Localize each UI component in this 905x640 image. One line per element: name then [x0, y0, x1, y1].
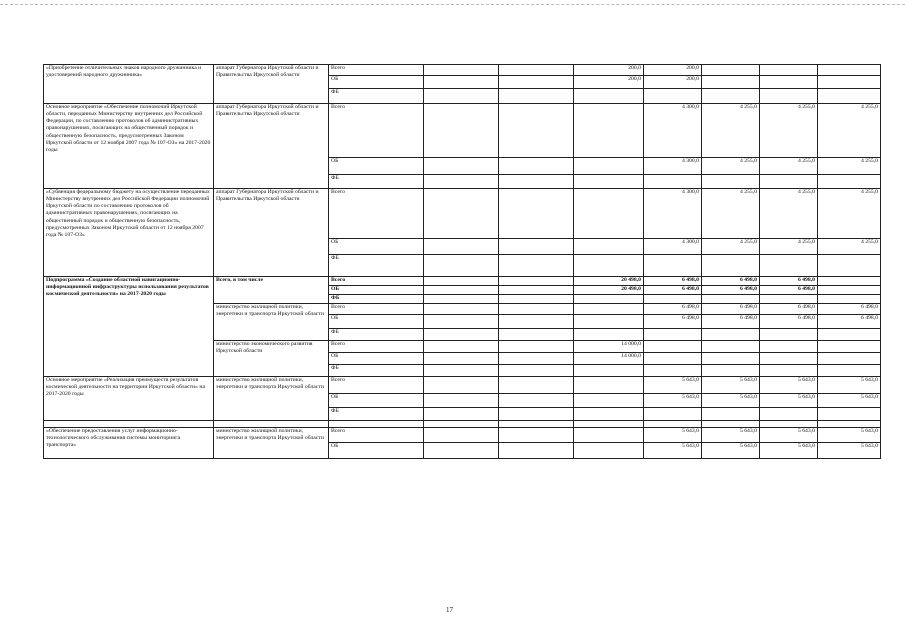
event-name-cell: «Приобретение отличительных знаков народного дружинника и удостоверений народного дружинника» — [44, 65, 214, 104]
value-cell: 5 643,0 — [644, 394, 702, 408]
value-cell: 5 643,0 — [760, 394, 818, 408]
value-cell: 4 255,0 — [702, 239, 760, 255]
source-cell: Всего — [329, 341, 424, 353]
scan-top-edge — [0, 4, 905, 6]
value-cell: 4 255,0 — [760, 239, 818, 255]
source-cell: Всего — [329, 189, 424, 239]
table-row — [44, 189, 881, 239]
executor-cell: Всего, в том числе — [214, 277, 329, 304]
subprogram-name-cell: Подпрограмма «Создание областной навигационно-информационной инфраструктуры использования результатов космической деятельности» на 2017-2020 годы — [44, 277, 214, 377]
value-cell: 4 255,0 — [818, 189, 881, 239]
value-cell: 5 643,0 — [818, 394, 881, 408]
source-cell: ФБ — [329, 175, 424, 189]
value-cell — [574, 428, 644, 443]
source-cell: ОБ — [329, 315, 424, 329]
value-cell: 200,0 — [644, 65, 702, 76]
value-cell: 200,0 — [574, 76, 644, 89]
value-cell — [574, 443, 644, 459]
value-cell: 20 498,0 — [574, 286, 644, 295]
value-cell: 20 498,0 — [574, 277, 644, 286]
value-cell: 5 643,0 — [644, 377, 702, 394]
value-cell — [760, 76, 818, 89]
value-cell: 5 643,0 — [702, 394, 760, 408]
value-cell: 6 498,0 — [644, 277, 702, 286]
value-cell — [702, 65, 760, 76]
value-cell — [574, 158, 644, 175]
source-cell: Всего — [329, 104, 424, 158]
source-cell: ОБ — [329, 158, 424, 175]
source-cell: ОБ — [329, 443, 424, 459]
value-cell: 14 000,0 — [574, 353, 644, 365]
source-cell: Всего — [329, 428, 424, 443]
value-cell — [574, 377, 644, 394]
executor-cell: аппарат Губернатора Иркутской области и Правительства Иркутской области — [214, 65, 329, 104]
value-cell: 5 643,0 — [818, 377, 881, 394]
value-cell: 5 643,0 — [818, 428, 881, 443]
table-row — [44, 65, 881, 76]
table-row — [44, 421, 881, 428]
value-cell: 5 643,0 — [760, 428, 818, 443]
table-row — [44, 104, 881, 158]
source-cell: Всего — [329, 65, 424, 76]
page-number: 17 — [446, 606, 453, 614]
source-cell: Всего — [329, 277, 424, 286]
source-cell: Всего — [329, 304, 424, 315]
value-cell: 6 498,0 — [644, 286, 702, 295]
budget-table — [43, 64, 881, 459]
value-cell: 6 498,0 — [760, 315, 818, 329]
value-cell: 4 255,0 — [760, 158, 818, 175]
value-cell: 4 255,0 — [760, 104, 818, 158]
value-cell: 6 498,0 — [644, 304, 702, 315]
event-name-cell: Основное мероприятие «Обеспечение полномочий Иркутской области, переданных Министерству внутренних дел Российской Федерации, по составлению протоколов об административных правонарушениях, посягающих на общественный порядок и общественную безопасность, предусмотренных Законом Иркутской области от 12 ноября 2007 года № 107-ОЗ» на 2017-2020 годы — [44, 104, 214, 189]
value-cell — [574, 189, 644, 239]
value-cell — [818, 65, 881, 76]
executor-cell: аппарат Губернатора Иркутской области и Правительства Иркутской области — [214, 189, 329, 277]
value-cell: 4 255,0 — [818, 239, 881, 255]
source-cell: ФБ — [329, 255, 424, 277]
value-cell: 6 498,0 — [702, 315, 760, 329]
source-cell: Всего — [329, 377, 424, 394]
event-name-cell: «Обеспечение предоставления услуг информационно-технологического обслуживания системы мониторинга транспорта» — [44, 428, 214, 459]
value-cell: 5 643,0 — [818, 443, 881, 459]
event-name-cell: Основное мероприятие «Реализация преимуществ результатов космической деятельности на территории Иркутской области» на 2017-2020 годы — [44, 377, 214, 421]
value-cell: 6 498,0 — [702, 286, 760, 295]
value-cell: 6 498,0 — [702, 304, 760, 315]
value-cell — [574, 394, 644, 408]
value-cell: 14 000,0 — [574, 341, 644, 353]
source-cell: ФБ — [329, 329, 424, 341]
value-cell: 4 255,0 — [702, 104, 760, 158]
value-cell: 200,0 — [644, 76, 702, 89]
source-cell: ФБ — [329, 408, 424, 421]
value-cell: 5 643,0 — [644, 428, 702, 443]
value-cell: 6 498,0 — [644, 315, 702, 329]
value-cell: 4 255,0 — [702, 189, 760, 239]
value-cell: 6 498,0 — [702, 277, 760, 286]
value-cell: 200,0 — [574, 65, 644, 76]
executor-cell: аппарат Губернатора Иркутской области и Правительства Иркутской области — [214, 104, 329, 189]
executor-cell: министерство жилищной политики, энергетики и транспорта Иркутской области — [214, 428, 329, 459]
source-cell: ФБ — [329, 365, 424, 377]
value-cell: 4 300,0 — [644, 104, 702, 158]
executor-cell: министерство жилищной политики, энергетики и транспорта Иркутской области — [214, 377, 329, 421]
value-cell: 5 643,0 — [760, 377, 818, 394]
value-cell: 5 643,0 — [760, 443, 818, 459]
value-cell: 4 255,0 — [702, 158, 760, 175]
value-cell: 5 643,0 — [644, 443, 702, 459]
source-cell: ФБ — [329, 295, 424, 304]
value-cell: 4 300,0 — [644, 189, 702, 239]
value-cell: 6 498,0 — [760, 304, 818, 315]
table-row — [44, 277, 881, 286]
value-cell — [702, 76, 760, 89]
value-cell — [574, 104, 644, 158]
value-cell — [574, 239, 644, 255]
value-cell: 5 643,0 — [702, 443, 760, 459]
value-cell: 4 300,0 — [644, 158, 702, 175]
value-cell — [818, 76, 881, 89]
source-cell: ОБ — [329, 353, 424, 365]
table-row — [44, 377, 881, 394]
source-cell: ОБ — [329, 239, 424, 255]
source-cell: ФБ — [329, 89, 424, 104]
value-cell — [818, 277, 881, 286]
event-name-cell: «Субвенция федеральному бюджету на осуществление переданных Министерству внутренних дел Российской Федерации полномочий Иркутской области по составлению протоколов об административных правонарушениях, посягающих на общественный порядок и общественную безопасность, предусмотренных Законом Иркутской области от 12 ноября 2007 года № 107-ОЗ» — [44, 189, 214, 277]
value-cell: 6 498,0 — [818, 304, 881, 315]
value-cell — [574, 315, 644, 329]
table-row — [44, 428, 881, 443]
value-cell: 4 255,0 — [818, 158, 881, 175]
value-cell: 5 643,0 — [702, 377, 760, 394]
value-cell: 4 255,0 — [818, 104, 881, 158]
value-cell: 6 498,0 — [760, 286, 818, 295]
value-cell: 5 643,0 — [702, 428, 760, 443]
source-cell: ОБ — [329, 286, 424, 295]
value-cell: 6 498,0 — [760, 277, 818, 286]
value-cell — [574, 304, 644, 315]
value-cell: 4 255,0 — [760, 189, 818, 239]
executor-cell: министерство жилищной политики, энергетики и транспорта Иркутской области — [214, 304, 329, 341]
value-cell — [818, 286, 881, 295]
source-cell: ОБ — [329, 76, 424, 89]
value-cell — [760, 65, 818, 76]
value-cell: 6 498,0 — [818, 315, 881, 329]
value-cell: 4 300,0 — [644, 239, 702, 255]
executor-cell: министерство экономического развития Иркутской области — [214, 341, 329, 377]
source-cell: ОБ — [329, 394, 424, 408]
